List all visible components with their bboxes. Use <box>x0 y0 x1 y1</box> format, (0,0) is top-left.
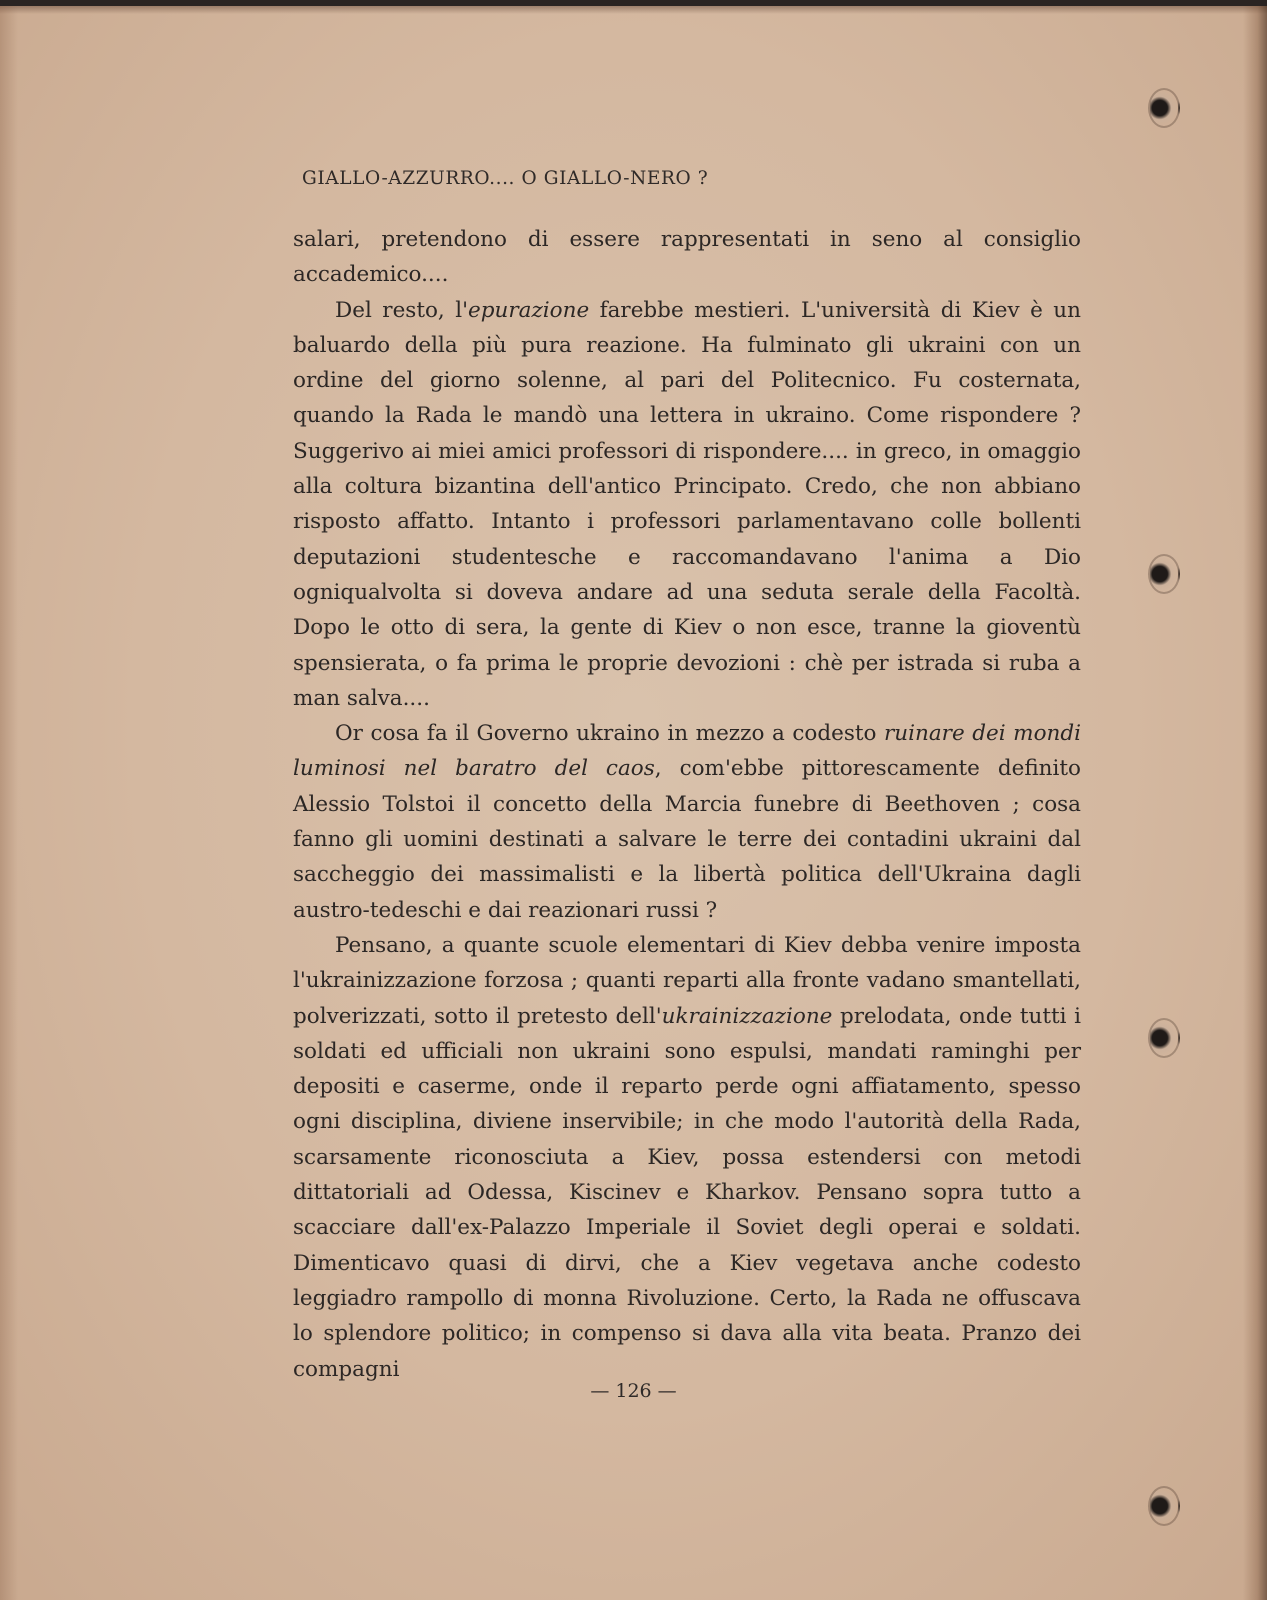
italic-text: epurazione <box>468 297 590 323</box>
text-run: salari, pretendono di essere rappresentati in seno al consiglio accademico.... <box>293 227 1081 288</box>
paragraph <box>293 928 1081 1387</box>
book-page <box>0 6 1267 1600</box>
text-run: prelodata, onde tutti i soldati ed ufficiali non ukraini sono espulsi, mandati raminghi per depositi e caserme, onde il reparto perde ogni affiatamento, spesso ogni disciplina, diviene inservibile; in che modo l'autorità della Rada, scarsamente riconosciuta a Kiev, possa estendersi con metodi dittatoriali ad Odessa, Kiscinev e Kharkov. Pensano sopra tutto a scacciare dall'ex-Palazzo Imperiale il Soviet degli operai e soldati. Dimenticavo quasi di dirvi, che a Kiev vegetava anche codesto leggiadro rampollo di monna Rivoluzione. Certo, la Rada ne offuscava lo splendore politico; in compenso si dava alla vita beata. Pranzo dei compagni <box>293 1003 1081 1382</box>
italic-text: ruinare dei mondi luminosi nel baratro del caos <box>293 721 1082 782</box>
text-run: Pensano, a quante scuole elementari di Kiev debba venire imposta l'ukrainizzazione forzosa ; quanti reparti alla fronte vadano smantellati, polverizzati, sotto il pretesto dell' <box>293 932 1081 1029</box>
italic-text: ukrainizzazione <box>661 1003 833 1029</box>
page-top-shadow <box>0 6 1267 14</box>
binding-hole-3 <box>1148 1018 1180 1058</box>
text-run: Or cosa fa il Governo ukraino in mezzo a codesto <box>335 721 885 747</box>
text-run: Del resto, l' <box>335 297 469 323</box>
paragraph <box>293 222 1081 293</box>
page-left-shadow <box>0 6 18 1600</box>
paragraph <box>293 293 1081 717</box>
binding-hole-4 <box>1148 1486 1180 1526</box>
running-head: GIALLO-AZZURRO.... O GIALLO-NERO ? <box>302 168 709 189</box>
text-run: , com'ebbe pittorescamente definito Alessio Tolstoi il concetto della Marcia funebre di Beethoven ; cosa fanno gli uomini destinati a salvare le terre dei contadini ukraini dal saccheggio dei massimalisti e la libertà politica dell'Ukraina dagli austro-tedeschi e dai reazionari russi ? <box>293 756 1081 923</box>
text-run: farebbe mestieri. L'università di Kiev è un baluardo della più pura reazione. Ha fulminato gli ukraini con un ordine del giorno solenne, al pari del Politecnico. Fu costernata, quando la Rada le mandò una lettera in ukraino. Come rispondere ? Suggerivo ai miei amici professori di rispondere.... in greco, in omaggio alla coltura bizantina dell'antico Principato. Credo, che non abbiano risposto affatto. Intanto i professori parlamentavano colle bollenti deputazioni studentesche e raccomandavano l'anima a Dio ogniqualvolta si doveva andare ad una seduta serale della Facoltà. Dopo le otto di sera, la gente di Kiev o non esce, tranne la gioventù spensierata, o fa prima le proprie devozioni : chè per istrada si ruba a man salva.... <box>293 297 1081 711</box>
page-right-shadow <box>1243 6 1267 1600</box>
binding-hole-1 <box>1148 88 1180 128</box>
paragraph <box>293 716 1081 928</box>
binding-hole-2 <box>1148 554 1180 594</box>
body-text <box>293 222 1081 1387</box>
page-number: — 126 — <box>590 1380 677 1402</box>
